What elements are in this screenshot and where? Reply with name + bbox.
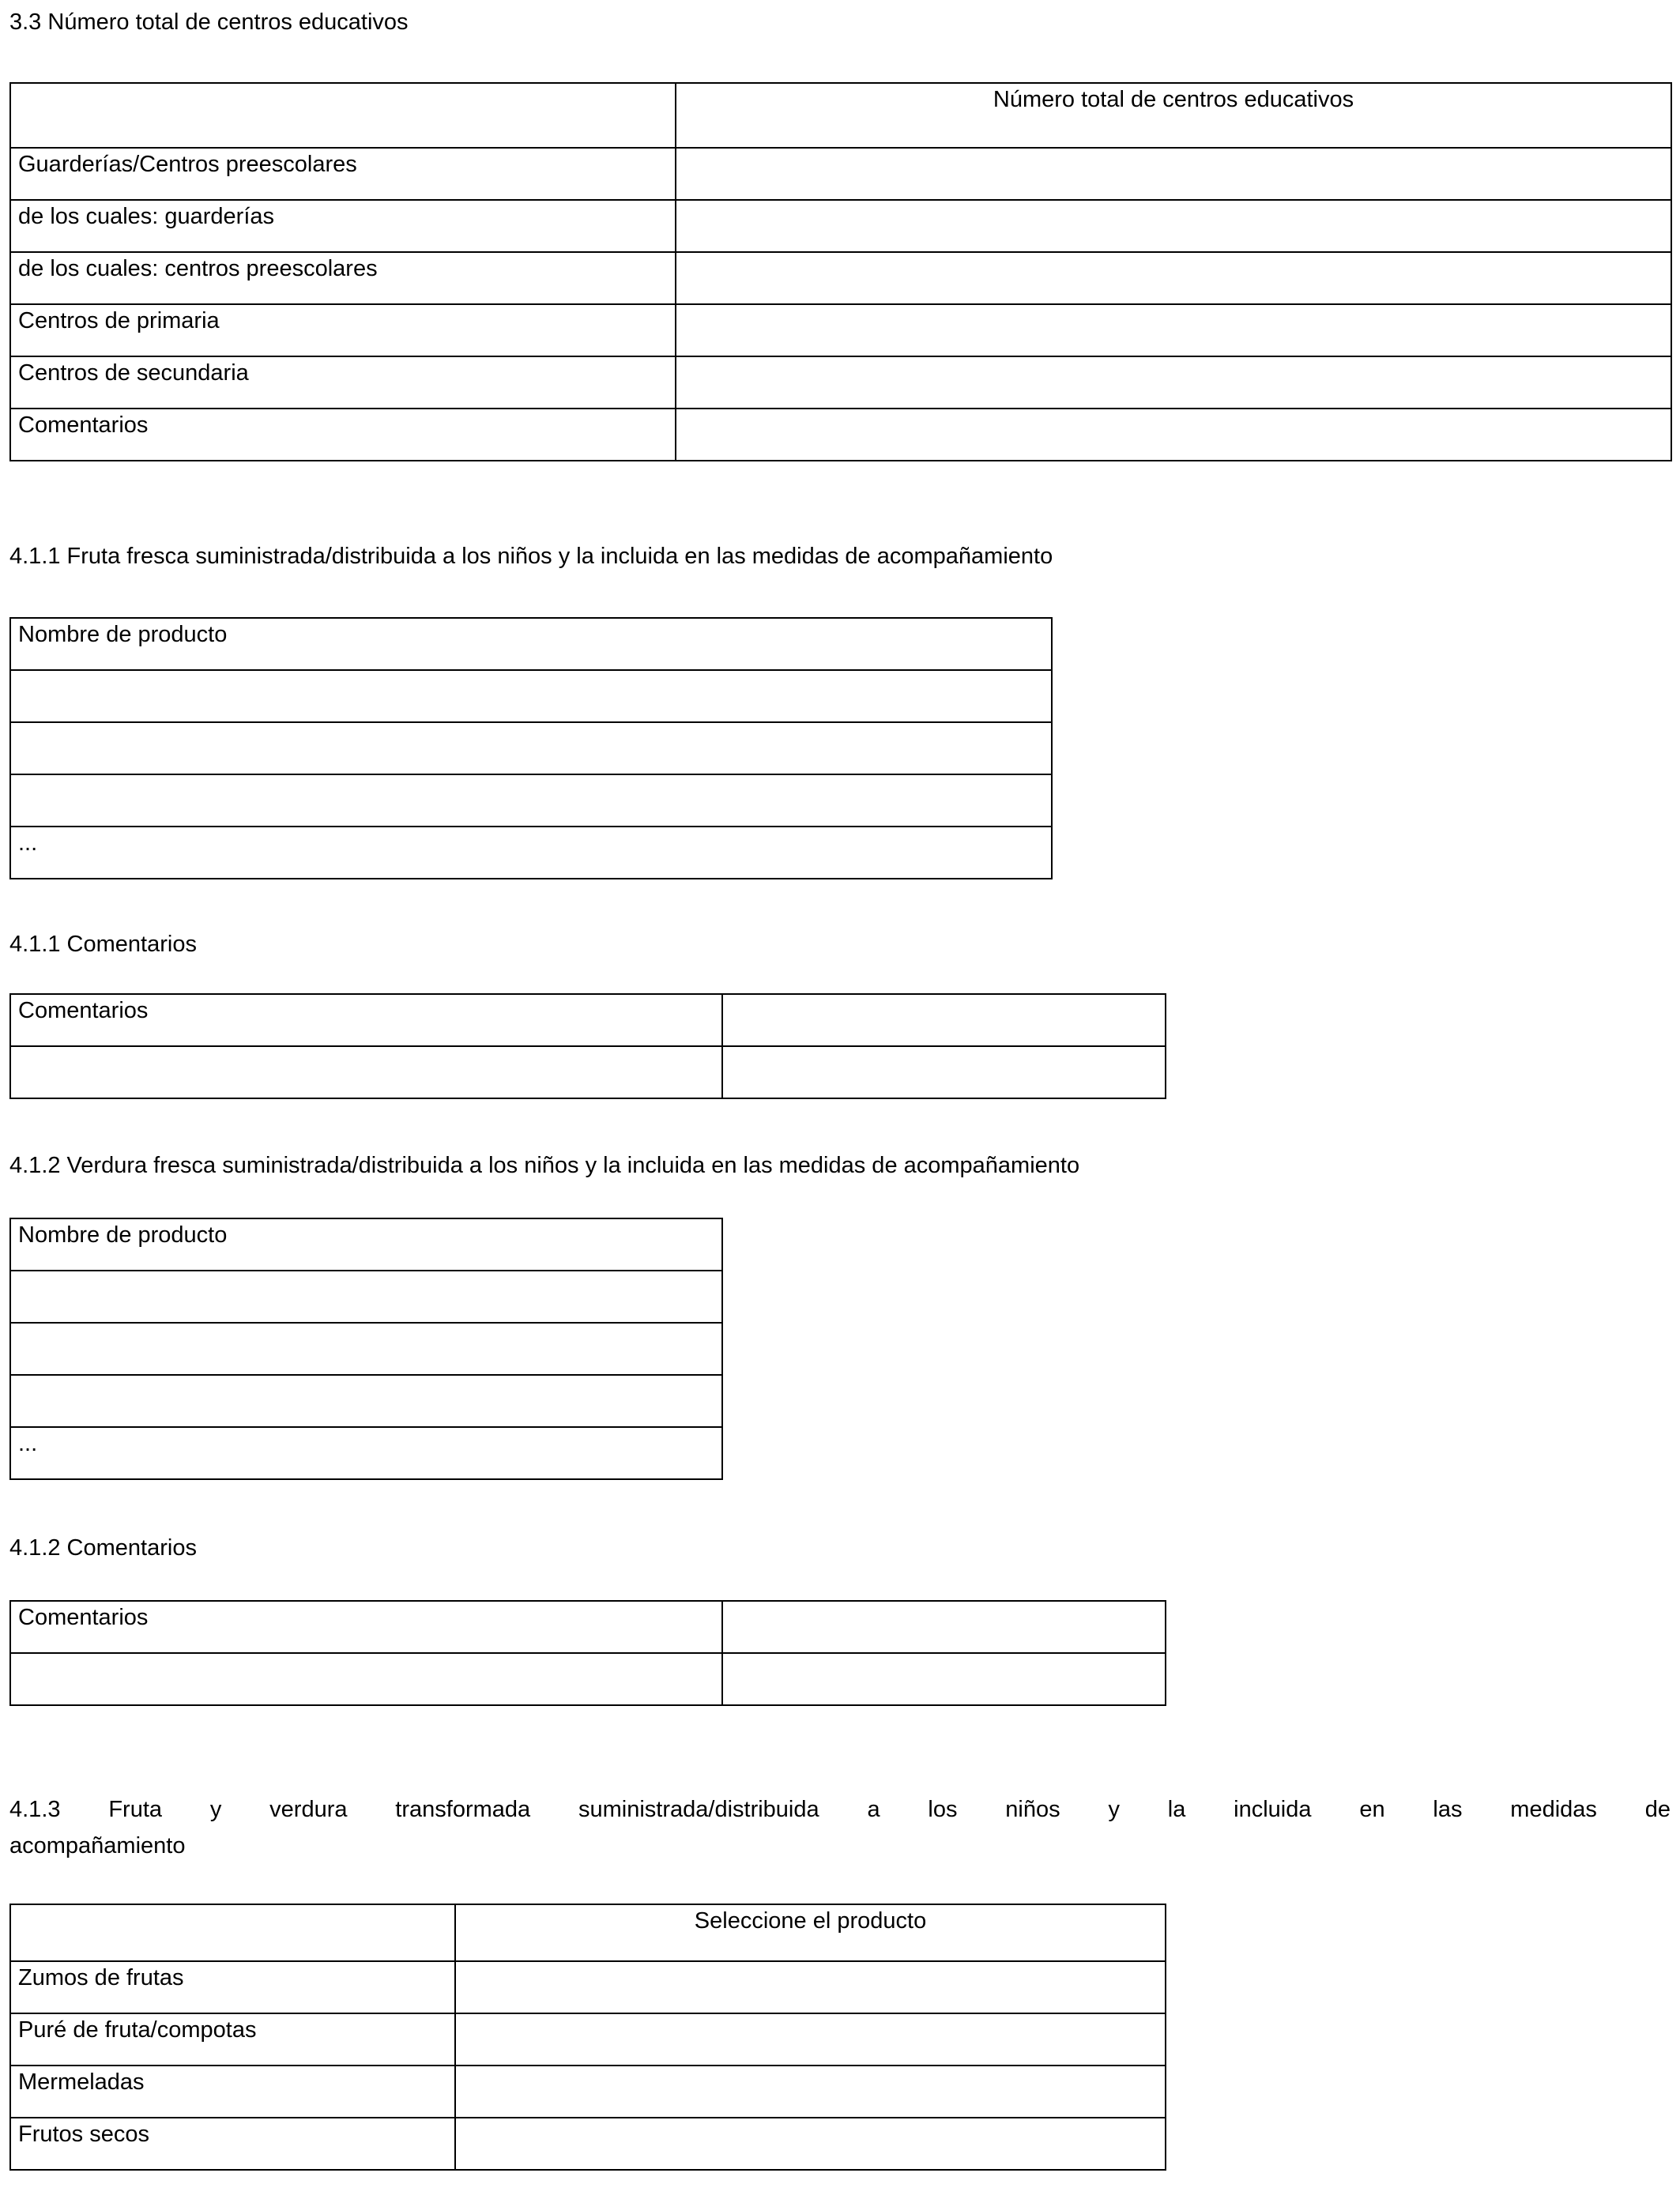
table-header-row [10, 83, 1671, 148]
empty-header-cell [10, 83, 676, 148]
total-centros-table [9, 82, 1672, 461]
value-cell [676, 148, 1671, 200]
product-name-cell [10, 670, 1052, 722]
row-label: Guarderías/Centros preescolares [10, 148, 676, 200]
table-row [10, 1961, 1166, 2013]
value-cell [722, 1653, 1166, 1705]
comments-table-4-1-2 [9, 1600, 1166, 1706]
section-3-3-heading: 3.3 Número total de centros educativos [9, 9, 409, 35]
section-4-1-2-heading: 4.1.2 Verdura fresca suministrada/distribuida a los niños y la incluida en las medidas de acompañamiento [9, 1153, 1080, 1178]
row-label: Comentarios [10, 994, 722, 1046]
table-row [10, 1601, 1166, 1653]
value-cell [10, 1046, 722, 1098]
row-label: Zumos de frutas [10, 1961, 455, 2013]
section-4-1-1-comments-heading: 4.1.1 Comentarios [9, 932, 197, 957]
product-row [10, 827, 1052, 879]
product-name-cell [10, 1323, 722, 1375]
empty-header-cell [10, 1904, 455, 1961]
section-4-1-2-comments-heading: 4.1.2 Comentarios [9, 1535, 197, 1561]
value-cell [676, 409, 1671, 461]
table-header-row [10, 1904, 1166, 1961]
heading-line-1: 4.1.3 Fruta y verdura transformada suministrada/distribuida a los niños y la incluida en las medidas de [9, 1797, 1671, 1822]
product-name-cell [10, 774, 1052, 827]
value-cell [676, 200, 1671, 252]
seleccione-producto-header: Seleccione el producto [455, 1904, 1166, 1961]
value-cell [455, 2066, 1166, 2118]
product-name-cell [10, 1271, 722, 1323]
value-cell [722, 1046, 1166, 1098]
table-row [10, 148, 1671, 200]
table-row [10, 200, 1671, 252]
product-name-header: Nombre de producto [10, 1218, 722, 1271]
value-cell [676, 252, 1671, 304]
value-cell [455, 1961, 1166, 2013]
row-label: Centros de primaria [10, 304, 676, 356]
table-header-row [10, 618, 1052, 670]
row-label: Comentarios [10, 409, 676, 461]
product-row [10, 774, 1052, 827]
table-row [10, 409, 1671, 461]
product-name-cell [10, 1375, 722, 1427]
table-row [10, 356, 1671, 409]
ellipsis-cell: ... [10, 827, 1052, 879]
table-row [10, 2118, 1166, 2170]
value-cell [676, 304, 1671, 356]
row-label: Mermeladas [10, 2066, 455, 2118]
product-row [10, 1375, 722, 1427]
value-cell [455, 2013, 1166, 2066]
row-label: Frutos secos [10, 2118, 455, 2170]
verdura-fresca-product-table [9, 1218, 723, 1480]
comments-table-4-1-1 [9, 993, 1166, 1099]
document-page [0, 9, 1680, 2171]
table-row [10, 252, 1671, 304]
product-row [10, 1271, 722, 1323]
section-4-1-3-heading [9, 1791, 1671, 1864]
value-cell [10, 1653, 722, 1705]
row-label: Puré de fruta/compotas [10, 2013, 455, 2066]
section-4-1-1-heading: 4.1.1 Fruta fresca suministrada/distribuida a los niños y la incluida en las medidas de acompañamiento [9, 544, 1053, 569]
row-label: Comentarios [10, 1601, 722, 1653]
table-row [10, 2013, 1166, 2066]
table-row [10, 2066, 1166, 2118]
value-cell [722, 1601, 1166, 1653]
product-name-cell [10, 722, 1052, 774]
value-cell [676, 356, 1671, 409]
product-row [10, 722, 1052, 774]
row-label: de los cuales: centros preescolares [10, 252, 676, 304]
table-row [10, 304, 1671, 356]
value-cell [722, 994, 1166, 1046]
total-centros-column-header: Número total de centros educativos [676, 83, 1671, 148]
fruta-fresca-product-table [9, 617, 1053, 879]
product-row [10, 670, 1052, 722]
heading-line-2: acompañamiento [9, 1833, 186, 1858]
producto-transformado-table [9, 1904, 1166, 2171]
ellipsis-cell: ... [10, 1427, 722, 1479]
row-label: de los cuales: guarderías [10, 200, 676, 252]
table-row [10, 994, 1166, 1046]
product-row [10, 1323, 722, 1375]
table-row [10, 1046, 1166, 1098]
table-header-row [10, 1218, 722, 1271]
value-cell [455, 2118, 1166, 2170]
product-row [10, 1427, 722, 1479]
table-row [10, 1653, 1166, 1705]
product-name-header: Nombre de producto [10, 618, 1052, 670]
row-label: Centros de secundaria [10, 356, 676, 409]
